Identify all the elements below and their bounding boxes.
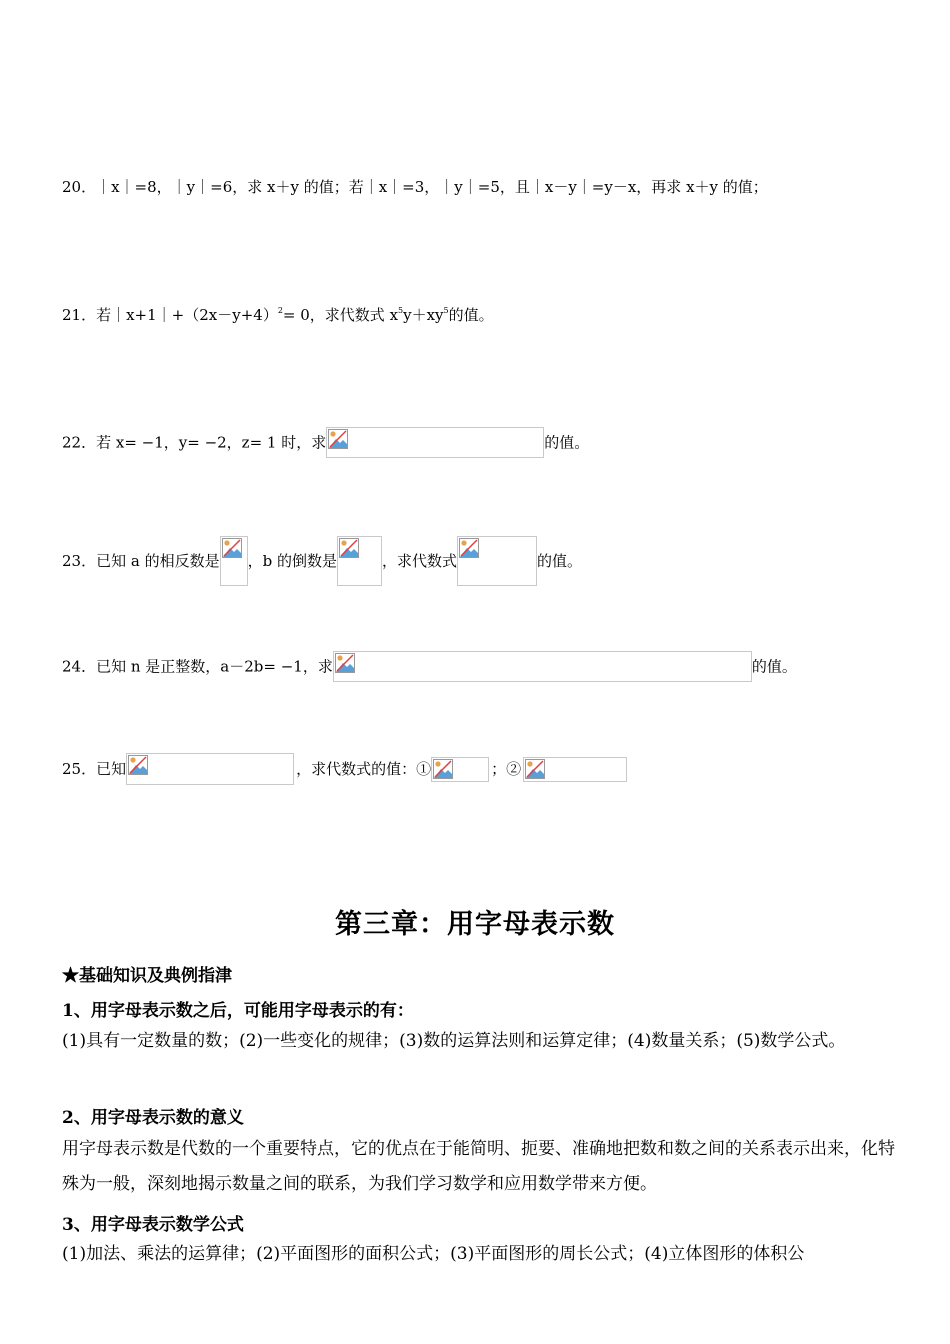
broken-image-icon	[335, 653, 355, 673]
item-2-heading: 2、用字母表示数的意义	[62, 1108, 244, 1128]
item-1-heading: 1、用字母表示数之后，可能用字母表示的有：	[62, 1001, 414, 1021]
item-3-body: (1)加法、乘法的运算律；(2)平面图形的面积公式；(3)平面图形的周长公式；(4)立体图形的体积公	[62, 1244, 805, 1264]
broken-image-icon	[328, 429, 348, 449]
question-23-mid2: ，求代数式	[381, 552, 457, 570]
broken-image-icon	[459, 538, 479, 558]
question-21-post: 的值。	[448, 306, 494, 324]
broken-image-icon	[128, 755, 148, 775]
formula-image	[431, 757, 489, 782]
formula-image	[326, 427, 544, 458]
question-23-post: 的值。	[536, 552, 582, 570]
question-25-pre: 25．已知	[62, 760, 127, 778]
item-2-body: 用字母表示数是代数的一个重要特点，它的优点在于能简明、扼要、准确地把数和数之间的关系表示出来，化特殊为一般，深刻地揭示数量之间的联系，为我们学习数学和应用数学带来方便。	[62, 1139, 895, 1194]
question-22-pre: 22．若 x= −1，y= −2，z= 1 时，求	[62, 433, 327, 452]
item-1-body: (1)具有一定数量的数；(2)一些变化的规律；(3)数的运算法则和运算定律；(4)数量关系；(5)数学公式。	[62, 1031, 846, 1051]
question-23	[62, 536, 582, 586]
formula-image	[333, 651, 752, 682]
chapter-title: 第三章：用字母表示数	[335, 909, 615, 940]
broken-image-icon	[222, 538, 242, 558]
exponent: 5	[443, 306, 449, 315]
formula-image	[523, 757, 627, 782]
broken-image-icon	[525, 759, 545, 779]
question-20	[62, 176, 768, 197]
broken-image-icon	[433, 759, 453, 779]
formula-image	[337, 536, 382, 586]
question-22-post: 的值。	[544, 433, 590, 452]
exponent: 5	[398, 306, 404, 315]
exponent: 2	[277, 306, 283, 315]
question-21	[62, 301, 494, 325]
formula-image	[457, 536, 537, 586]
question-23-mid1: ，b 的倒数是	[247, 552, 337, 570]
question-22	[62, 427, 589, 458]
broken-image-icon	[339, 538, 359, 558]
question-21-mid: = 0，求代数式 x	[282, 306, 399, 324]
question-25-mid: ，求代数式的值：①	[296, 760, 432, 778]
item-3-heading: 3、用字母表示数学公式	[62, 1215, 244, 1235]
question-24-pre: 24．已知 n 是正整数，a－2b= −1，求	[62, 657, 333, 676]
section-heading: ★基础知识及典例指津	[62, 966, 232, 986]
question-20-text: 20．｜x｜=8，｜y｜=6，求 x＋y 的值；若｜x｜=3，｜y｜=5，且｜x－y｜=y－x，再求 x＋y 的值；	[62, 178, 768, 196]
formula-image	[220, 536, 248, 586]
question-23-pre: 23．已知 a 的相反数是	[62, 552, 220, 570]
formula-image	[126, 753, 294, 785]
question-24-post: 的值。	[751, 657, 797, 676]
question-25	[62, 753, 627, 785]
question-24	[62, 651, 797, 682]
question-21-pre: 21．若｜x+1｜+（2x－y+4）	[62, 306, 278, 324]
question-25-sep: ；②	[491, 760, 522, 778]
question-21-mid2: y＋xy	[403, 306, 444, 324]
